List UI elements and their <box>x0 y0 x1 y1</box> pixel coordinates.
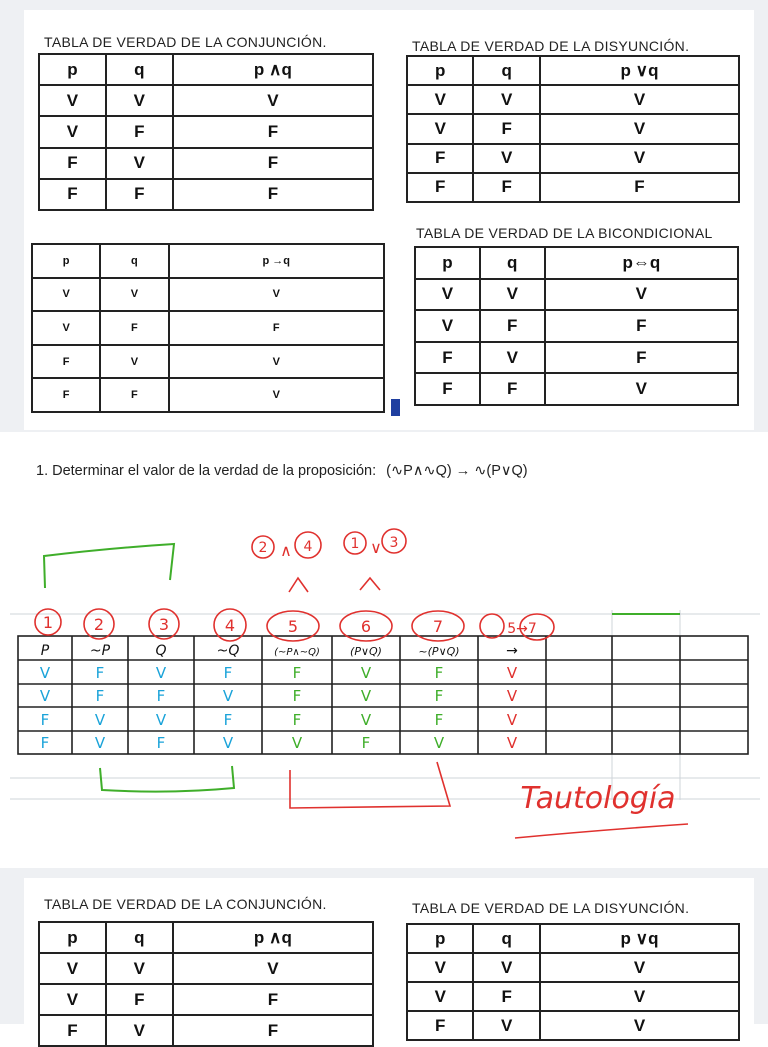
arrow-step-note: 5→7 <box>507 621 537 637</box>
table-cell: p →q <box>169 244 385 278</box>
cell: V <box>222 687 234 705</box>
table-cell: V <box>540 982 739 1011</box>
table-cell: V <box>39 953 106 984</box>
header-not-q: ~Q <box>216 643 240 659</box>
table-cell: p⇔q <box>545 247 738 279</box>
table-cell: F <box>473 173 539 202</box>
table-row <box>407 982 739 1011</box>
cell: V <box>155 664 167 682</box>
table-cell: F <box>39 148 106 179</box>
header-neg-disj: ~(P∨Q) <box>418 645 460 658</box>
note-4: 4 <box>303 539 313 555</box>
table-cell: F <box>106 116 173 147</box>
table-cell: p <box>39 922 106 953</box>
sheet-grid <box>10 610 760 800</box>
cell: V <box>360 664 372 682</box>
table-cell: V <box>173 953 373 984</box>
step-7: 7 <box>432 617 444 636</box>
op-or: ∨ <box>370 538 382 557</box>
table-cell: F <box>545 342 738 374</box>
table-cell: p <box>39 54 106 85</box>
table-cell: V <box>473 144 539 173</box>
table-header-row <box>407 924 739 953</box>
cell: V <box>433 734 445 752</box>
table-cell: V <box>106 148 173 179</box>
table-cell: V <box>169 378 385 412</box>
table-cell: V <box>473 1011 539 1040</box>
cell: F <box>223 664 233 682</box>
table-cell: F <box>545 310 738 342</box>
table-cell: V <box>473 953 539 982</box>
note-3: 3 <box>389 535 399 551</box>
table-cell: V <box>39 116 106 147</box>
cell: F <box>40 734 50 752</box>
biconditional-title: TABLA DE VERDAD DE LA BICONDICIONAL <box>416 225 713 241</box>
header-p: P <box>40 643 50 659</box>
table-cell: q <box>106 922 173 953</box>
op-and: ∧ <box>280 541 292 560</box>
table-cell: V <box>100 345 168 379</box>
table-cell: V <box>32 278 100 312</box>
cell: V <box>222 734 234 752</box>
disjunction-title: TABLA DE VERDAD DE LA DISYUNCIÓN. <box>412 38 690 54</box>
cell: F <box>223 711 233 729</box>
table-header-row <box>39 922 373 953</box>
main-grid <box>18 636 748 754</box>
cell: F <box>156 734 166 752</box>
table-row <box>39 953 373 984</box>
red-step-numbers <box>40 535 676 816</box>
conjunction-table <box>38 921 374 1047</box>
header-arrow: → <box>506 643 518 659</box>
table-cell: q <box>106 54 173 85</box>
table-cell: V <box>540 144 739 173</box>
disjunction-title: TABLA DE VERDAD DE LA DISYUNCIÓN. <box>412 900 690 916</box>
cell: V <box>39 664 51 682</box>
table-cell: F <box>100 378 168 412</box>
header-conj: (~P∧~Q) <box>274 647 320 658</box>
table-cell: F <box>39 179 106 210</box>
table-cell: p ∨q <box>540 56 739 85</box>
table-cell: p <box>32 244 100 278</box>
table-cell: V <box>480 342 545 374</box>
table-cell: F <box>169 311 385 345</box>
cell: F <box>292 711 302 729</box>
table-cell: F <box>407 144 473 173</box>
table-cell: F <box>540 173 739 202</box>
table-cell: V <box>106 85 173 116</box>
cell: V <box>360 687 372 705</box>
table-cell: F <box>173 984 373 1015</box>
table-cell: V <box>100 278 168 312</box>
cell: F <box>361 734 371 752</box>
table-cell: p ∨q <box>540 924 739 953</box>
cell: F <box>434 711 444 729</box>
table-cell: F <box>473 982 539 1011</box>
table-cell: F <box>480 373 545 405</box>
step-5: 5 <box>287 617 299 636</box>
table-cell: p <box>407 924 473 953</box>
table-cell: q <box>480 247 545 279</box>
cell: F <box>95 664 105 682</box>
table-cell: F <box>173 148 373 179</box>
table-cell: F <box>100 311 168 345</box>
cell: F <box>434 664 444 682</box>
note-1: 1 <box>350 536 360 552</box>
table-cell: q <box>473 56 539 85</box>
table-cell: F <box>32 345 100 379</box>
cell: V <box>506 711 518 729</box>
cell: V <box>291 734 303 752</box>
question-label: 1. Determinar el valor de la verdad de la proposición: <box>36 463 377 479</box>
table-cell: V <box>39 85 106 116</box>
table-cell: p ∧q <box>173 54 373 85</box>
cell: F <box>156 687 166 705</box>
table-cell: V <box>39 984 106 1015</box>
table-cell: V <box>545 373 738 405</box>
bottom-truth-tables-image <box>0 868 768 1040</box>
step-3: 3 <box>158 615 170 634</box>
cell: V <box>360 711 372 729</box>
table-cell: F <box>415 373 480 405</box>
cell: F <box>40 711 50 729</box>
cell: F <box>434 687 444 705</box>
table-cell: V <box>407 982 473 1011</box>
table-cell: V <box>407 953 473 982</box>
table-cell: F <box>32 378 100 412</box>
table-cell: q <box>100 244 168 278</box>
table-cell: p <box>415 247 480 279</box>
conclusion-tautologia: Tautología <box>520 781 676 816</box>
table-cell: F <box>407 1011 473 1040</box>
header-q: Q <box>155 643 167 659</box>
table-row <box>407 953 739 982</box>
cell: F <box>95 687 105 705</box>
solution-headers <box>41 643 518 659</box>
cell: F <box>292 664 302 682</box>
table-row <box>39 1015 373 1046</box>
step-2: 2 <box>93 615 105 634</box>
step-1: 1 <box>42 613 54 632</box>
table-cell: F <box>173 116 373 147</box>
table-cell: V <box>540 1011 739 1040</box>
table-cell: F <box>173 179 373 210</box>
green-bracket-top <box>44 544 174 588</box>
cell: V <box>39 687 51 705</box>
solution-values <box>40 664 518 752</box>
table-row <box>39 984 373 1015</box>
table-cell: V <box>106 1015 173 1046</box>
table-cell: F <box>473 114 539 143</box>
table-row <box>407 1011 739 1040</box>
table-cell: q <box>473 924 539 953</box>
table-cell: V <box>169 278 385 312</box>
cell: V <box>94 734 106 752</box>
table-cell: V <box>407 114 473 143</box>
conjunction-title: TABLA DE VERDAD DE LA CONJUNCIÓN. <box>44 896 327 912</box>
table-cell: F <box>480 310 545 342</box>
table-cell: V <box>540 114 739 143</box>
question-formula: (∿P∧∿Q) → ∿(P∨Q) <box>386 463 528 479</box>
header-not-p: ~P <box>89 643 111 659</box>
green-bracket-bottom <box>100 766 234 792</box>
conjunction-title: TABLA DE VERDAD DE LA CONJUNCIÓN. <box>44 34 327 50</box>
table-cell: V <box>32 311 100 345</box>
table-cell: V <box>540 85 739 114</box>
table-cell: V <box>415 310 480 342</box>
table-cell: F <box>415 342 480 374</box>
table-cell: V <box>540 953 739 982</box>
table-cell: V <box>173 85 373 116</box>
disjunction-table <box>406 923 740 1041</box>
table-cell: p <box>407 56 473 85</box>
table-cell: F <box>39 1015 106 1046</box>
table-cell: V <box>473 85 539 114</box>
table-cell: F <box>106 179 173 210</box>
cell: V <box>506 664 518 682</box>
table-cell: V <box>407 85 473 114</box>
table-cell: V <box>106 953 173 984</box>
header-disj: (P∨Q) <box>350 645 382 658</box>
cell: V <box>506 687 518 705</box>
table-cell: V <box>545 279 738 311</box>
table-cell: F <box>173 1015 373 1046</box>
cell: F <box>292 687 302 705</box>
table-cell: F <box>407 173 473 202</box>
table-cell: V <box>415 279 480 311</box>
table-cell: p ∧q <box>173 922 373 953</box>
note-2: 2 <box>258 540 268 556</box>
table-cell: V <box>480 279 545 311</box>
step-6: 6 <box>360 617 372 636</box>
cell: V <box>94 711 106 729</box>
cell: V <box>155 711 167 729</box>
table-cell: F <box>106 984 173 1015</box>
step-4: 4 <box>224 616 236 635</box>
cell: V <box>506 734 518 752</box>
table-cell: V <box>169 345 385 379</box>
